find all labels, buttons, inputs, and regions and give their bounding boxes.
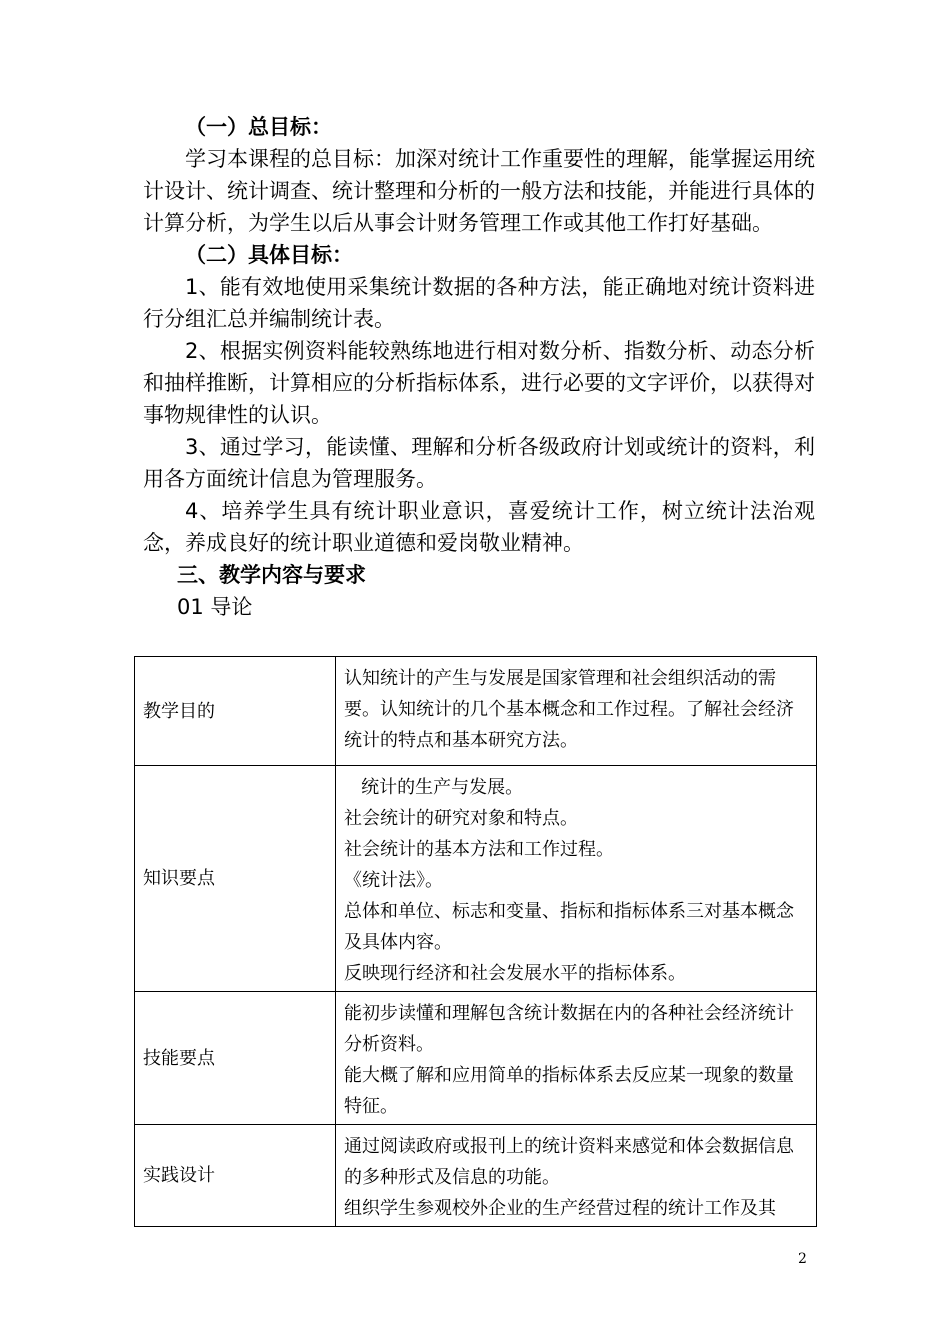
row-label: 知识要点: [135, 766, 336, 992]
table-row: [135, 1125, 817, 1227]
specific-goal-item: 3、通过学习，能读懂、理解和分析各级政府计划或统计的资料，利用各方面统计信息为管理服务。: [143, 435, 815, 491]
document-body: [143, 111, 815, 623]
content-line: 总体和单位、标志和变量、指标和指标体系三对基本概念及具体内容。: [344, 901, 794, 953]
row-content: [336, 992, 817, 1125]
content-line: 反映现行经济和社会发展水平的指标体系。: [344, 963, 686, 984]
table-row: [135, 992, 817, 1125]
row-label: 技能要点: [135, 992, 336, 1125]
row-content: [336, 766, 817, 992]
chapter-title: 01 导论: [177, 595, 253, 619]
row-content: [336, 1125, 817, 1227]
syllabus-table: [134, 656, 817, 1227]
table-row: [135, 766, 817, 992]
row-label: 教学目的: [135, 657, 336, 766]
content-line: 能初步读懂和理解包含统计数据在内的各种社会经济统计分析资料。: [344, 1003, 794, 1055]
table-row: [135, 657, 817, 766]
specific-goal-item: 1、能有效地使用采集统计数据的各种方法，能正确地对统计资料进行分组汇总并编制统计表。: [143, 275, 815, 331]
content-heading: 三、教学内容与要求: [177, 563, 366, 587]
row-label: 实践设计: [135, 1125, 336, 1227]
general-goal-paragraph: 学习本课程的总目标：加深对统计工作重要性的理解，能掌握运用统计设计、统计调查、统计整理和分析的一般方法和技能，并能进行具体的计算分析，为学生以后从事会计财务管理工作或其他工作打好基础。: [143, 147, 815, 235]
content-line: 社会统计的基本方法和工作过程。: [344, 839, 614, 860]
content-line: 统计的生产与发展。: [344, 777, 524, 798]
content-line: 认知统计的产生与发展是国家管理和社会组织活动的需要。认知统计的几个基本概念和工作过程。了解社会经济统计的特点和基本研究方法。: [344, 668, 794, 751]
content-line: 《统计法》。: [344, 870, 443, 891]
content-line: 能大概了解和应用简单的指标体系去反应某一现象的数量特征。: [344, 1065, 794, 1117]
specific-goal-item: 2、根据实例资料能较熟练地进行相对数分析、指数分析、动态分析和抽样推断，计算相应的分析指标体系，进行必要的文字评价，以获得对事物规律性的认识。: [143, 339, 815, 427]
page-number: 2: [798, 1251, 807, 1267]
content-line: 组织学生参观校外企业的生产经营过程的统计工作及其: [344, 1198, 776, 1219]
specific-goal-item: 4、培养学生具有统计职业意识，喜爱统计工作，树立统计法治观念，养成良好的统计职业道德和爱岗敬业精神。: [143, 499, 815, 555]
specific-goal-heading: （二）具体目标：: [185, 243, 353, 267]
content-line: 通过阅读政府或报刊上的统计资料来感觉和体会数据信息的多种形式及信息的功能。: [344, 1136, 794, 1188]
content-line: 社会统计的研究对象和特点。: [344, 808, 578, 829]
general-goal-heading: （一）总目标：: [185, 115, 332, 139]
row-content: [336, 657, 817, 766]
